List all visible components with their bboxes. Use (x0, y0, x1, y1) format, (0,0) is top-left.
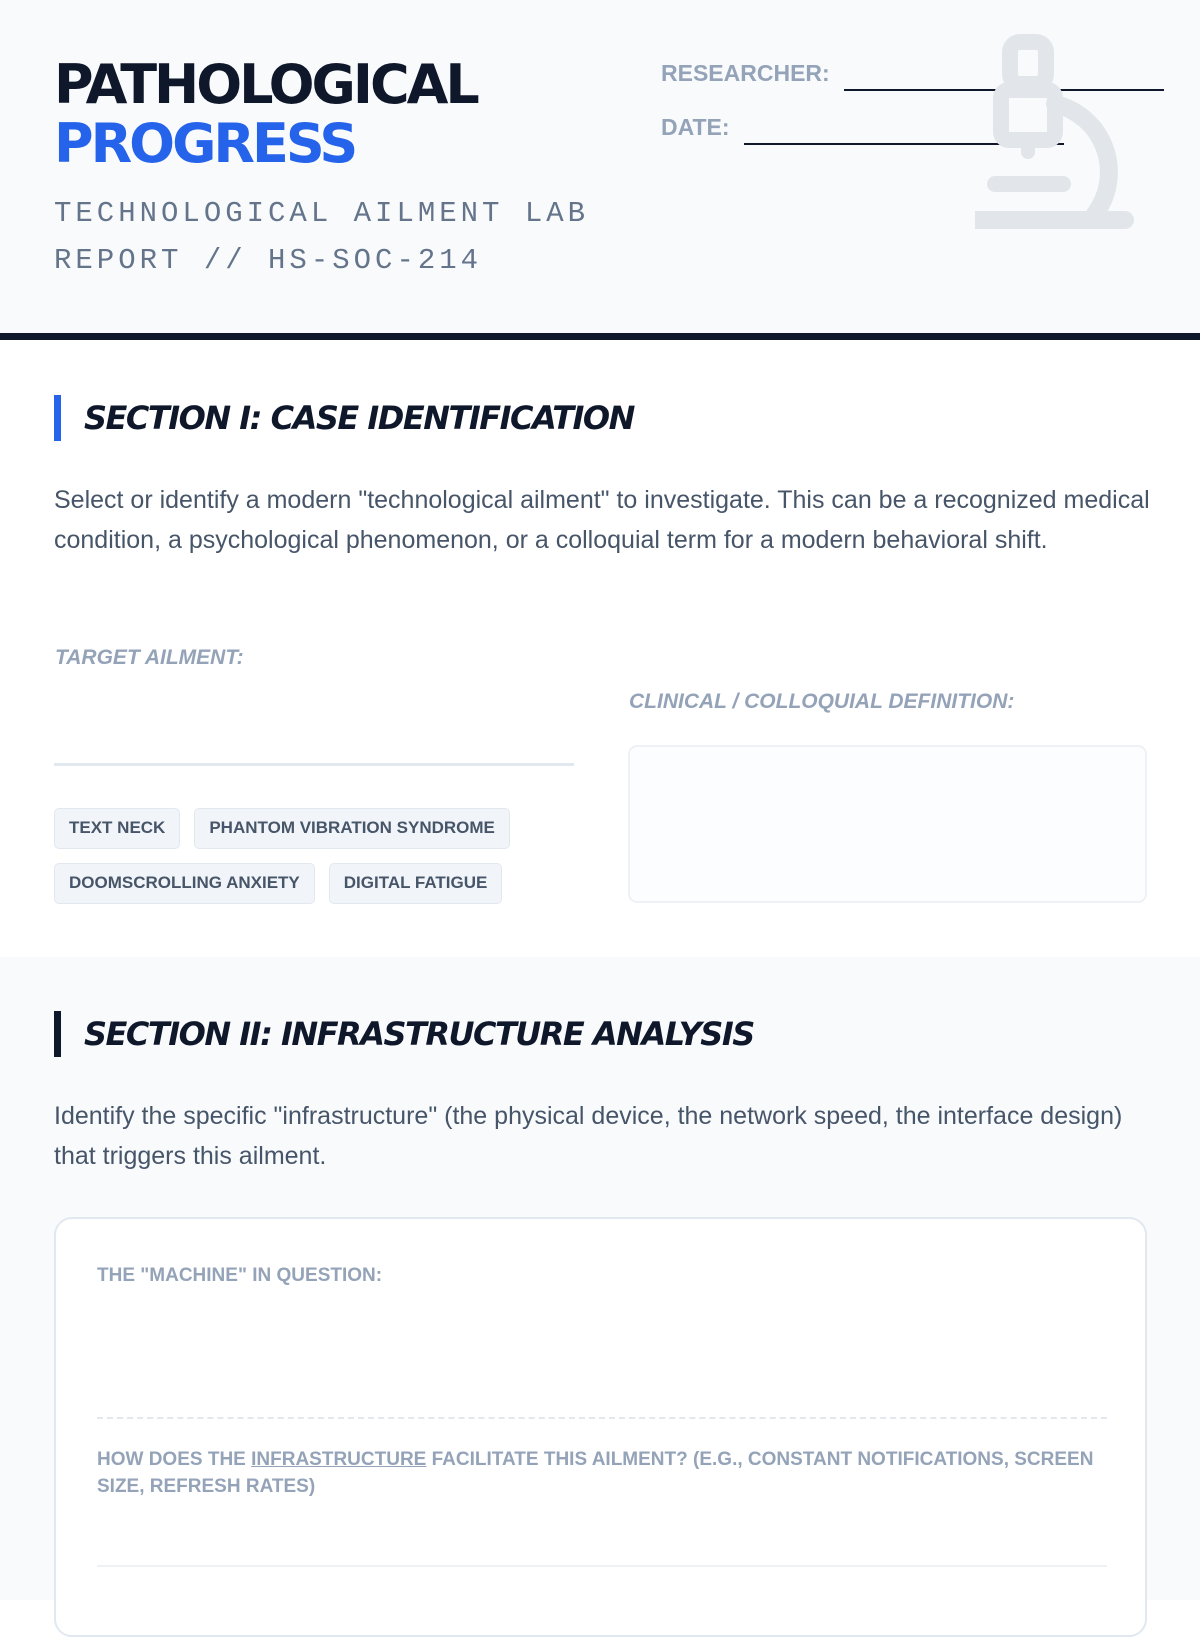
section-1-intro: Select or identify a modern "technological ailment" to investigate. This can be a recognized medical condition, a psychological phenomenon, or a colloquial term for a modern behavioral shift. (54, 486, 1150, 554)
machine-label: THE "MACHINE" IN QUESTION: (97, 1265, 383, 1286)
section-1-heading: SECTION I: CASE IDENTIFICATION (54, 395, 634, 441)
question-text-end: FACILITATE THIS AILMENT? (E.G., CONSTANT NOTIFICATIONS, SCREEN SIZE, REFRESH RATES) (97, 1449, 1094, 1497)
ailment-suggestions (54, 808, 554, 904)
tag-phantom-vibration[interactable]: PHANTOM VIBRATION SYNDROME (194, 808, 510, 849)
section-2-heading: SECTION II: INFRASTRUCTURE ANALYSIS (54, 1011, 754, 1057)
title-line-1: PATHOLOGICAL (54, 53, 477, 116)
card-divider (97, 1417, 1107, 1419)
title-line-2: PROGRESS (54, 112, 356, 175)
infrastructure-card (54, 1217, 1147, 1637)
date-label: DATE: (661, 114, 730, 140)
infrastructure-answer-field[interactable] (97, 1565, 1107, 1567)
target-ailment-input[interactable] (54, 763, 574, 766)
report-header (0, 0, 1200, 340)
definition-label: CLINICAL / COLLOQUIAL DEFINITION: (629, 690, 1015, 713)
researcher-label: RESEARCHER: (661, 60, 830, 86)
definition-textarea[interactable] (628, 745, 1147, 903)
tag-text-neck[interactable]: TEXT NECK (54, 808, 180, 849)
target-ailment-label: TARGET AILMENT: (55, 646, 244, 669)
infrastructure-link: INFRASTRUCTURE (251, 1449, 427, 1470)
report-subtitle: TECHNOLOGICAL AILMENT LAB REPORT // HS-SOC-214 (54, 197, 590, 277)
tag-doomscrolling-anxiety[interactable]: DOOMSCROLLING ANXIETY (54, 863, 315, 904)
microscope-icon (975, 34, 1165, 234)
question-text-start: HOW DOES THE (97, 1449, 252, 1470)
tag-digital-fatigue[interactable]: DIGITAL FATIGUE (329, 863, 503, 904)
section-2-intro: Identify the specific "infrastructure" (the physical device, the network speed, the interface design) that triggers this ailment. (54, 1102, 1123, 1170)
infrastructure-question (97, 1446, 1097, 1500)
